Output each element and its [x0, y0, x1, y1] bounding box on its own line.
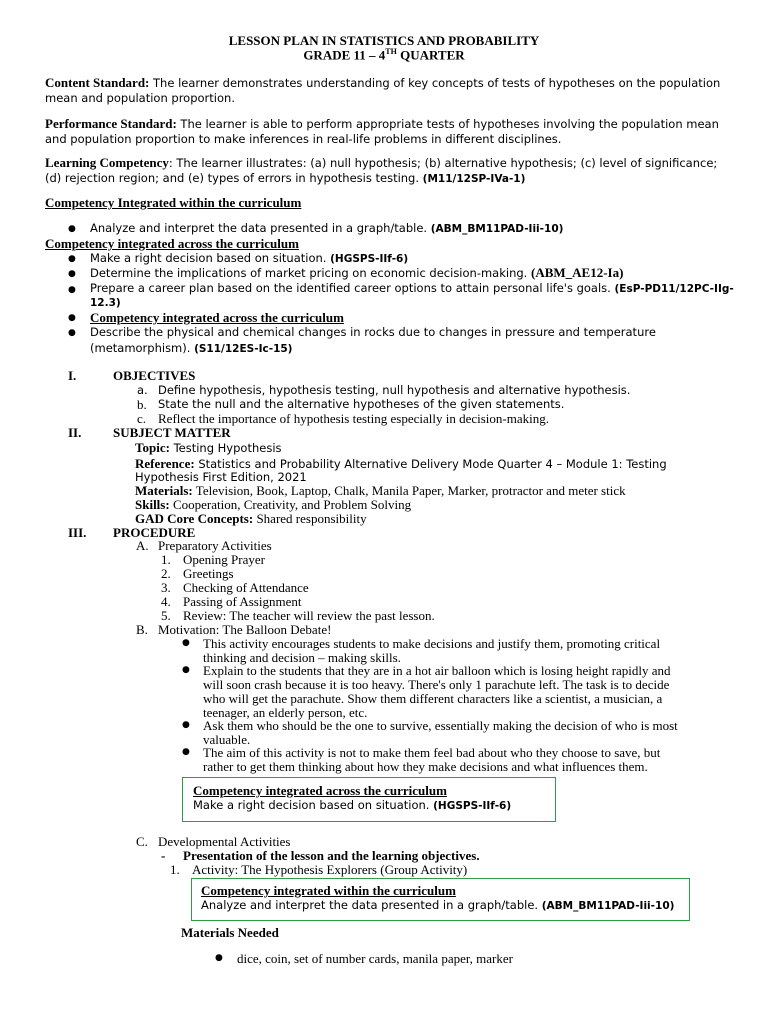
- objective-item: State the null and the alternative hypotheses of the given statements.: [158, 397, 565, 411]
- developmental-activities-label: Developmental Activities: [158, 834, 291, 849]
- list-number: 5.: [161, 608, 171, 623]
- topic-line: Topic: Testing Hypothesis: [135, 440, 282, 455]
- objective-letter: b.: [137, 397, 147, 412]
- motivation-label: Motivation: The Balloon Debate!: [158, 622, 332, 637]
- objective-letter: c.: [137, 411, 147, 426]
- preparatory-activities-label: Preparatory Activities: [158, 538, 272, 553]
- subject-matter-heading: SUBJECT MATTER: [113, 425, 231, 440]
- across-item-code-cont: 12.3): [90, 297, 121, 309]
- procedure-letter: A.: [136, 538, 149, 553]
- across-curriculum-heading: Competency integrated across the curriculum: [45, 236, 299, 251]
- competency-box-within: [191, 878, 690, 921]
- materials-line: Materials: Television, Book, Laptop, Chalk, Manila Paper, Marker, protractor and meter stick: [135, 483, 626, 498]
- motivation-bullet-cont: thinking and decision – making skills.: [203, 650, 401, 665]
- within-item: Analyze and interpret the data presented in a graph/table. (ABM_BM11PAD-Iii-10): [90, 221, 564, 235]
- document-title: LESSON PLAN IN STATISTICS AND PROBABILITY: [228, 33, 540, 48]
- across-item-heading: Competency integrated across the curriculum: [90, 310, 344, 325]
- section-numeral: I.: [68, 368, 77, 383]
- motivation-bullet: The aim of this activity is not to make them feel bad about who they choose to save, but: [203, 745, 661, 760]
- bullet-icon: ●: [182, 665, 190, 675]
- content-standard-label: Content Standard:: [45, 75, 150, 90]
- activity-line: Activity: The Hypothesis Explorers (Group Activity): [192, 862, 468, 877]
- motivation-bullet-cont: rather to get them thinking about how they make decisions and what influences them.: [203, 759, 648, 774]
- skills-line: Skills: Cooperation, Creativity, and Problem Solving: [135, 497, 412, 512]
- motivation-bullet-cont: teenager, an elderly person, etc.: [203, 705, 368, 720]
- objective-item: Define hypothesis, hypothesis testing, null hypothesis and alternative hypothesis.: [158, 383, 631, 397]
- bullet-icon: ●: [215, 953, 223, 963]
- motivation-bullet: Ask them who should be the one to survive, essentially making the decision of who is most: [203, 718, 678, 733]
- gad-line: GAD Core Concepts: Shared responsibility: [135, 511, 367, 526]
- motivation-bullet-cont: will soon crash because it is too heavy. There's only 1 parachute left. The task is to decide: [203, 677, 670, 692]
- presentation-line: Presentation of the lesson and the learning objectives.: [183, 848, 480, 863]
- objectives-heading: OBJECTIVES: [113, 368, 196, 383]
- motivation-bullet: Explain to the students that they are in a hot air balloon which is losing height rapidly and: [203, 663, 671, 678]
- list-number: 3.: [161, 580, 171, 595]
- across-item: Describe the physical and chemical changes in rocks due to changes in pressure and temperature: [90, 325, 656, 339]
- list-item: Review: The teacher will review the past lesson.: [183, 608, 435, 623]
- list-number: 1.: [161, 552, 171, 567]
- section-numeral: II.: [68, 425, 82, 440]
- learning-competency-label: Learning Competency: [45, 155, 169, 170]
- bullet-icon: ●: [182, 638, 190, 648]
- performance-standard-label: Performance Standard:: [45, 116, 177, 131]
- bullet-icon: ●: [68, 313, 76, 323]
- reference-line: Reference: Statistics and Probability Alternative Delivery Mode Quarter 4 – Module 1: Testing: [135, 456, 667, 471]
- procedure-heading: PROCEDURE: [113, 525, 196, 540]
- learning-competency: Learning Competency: The learner illustrates: (a) null hypothesis; (b) alternative hypothesis; (c) level of significance; (d) rejection region; and (e) types of errors in hypothesis testing. (M11/12SP-IVa-1): [45, 155, 718, 185]
- across-item: Make a right decision based on situation. (HGSPS-IIf-6): [90, 251, 409, 265]
- performance-standard: Performance Standard: The learner is able to perform appropriate tests of hypotheses involving the population mean and population proportion to make inferences in real-life problems in different disciplines.: [45, 116, 719, 146]
- list-item: Greetings: [183, 566, 234, 581]
- list-number: 1.: [170, 862, 180, 877]
- competency-box-text: Make a right decision based on situation. (HGSPS-IIf-6): [193, 798, 512, 812]
- materials-needed-item: dice, coin, set of number cards, manila paper, marker: [237, 951, 513, 966]
- reference-line-cont: Hypothesis First Edition, 2021: [135, 470, 307, 484]
- competency-box-text: Analyze and interpret the data presented in a graph/table. (ABM_BM11PAD-Iii-10): [201, 898, 675, 912]
- across-item: Prepare a career plan based on the identified career options to attain personal life's goals. (EsP-PD11/12PC-IIg-: [90, 281, 734, 295]
- motivation-bullet-cont: valuable.: [203, 732, 251, 747]
- list-item: Passing of Assignment: [183, 594, 302, 609]
- list-item: Opening Prayer: [183, 552, 265, 567]
- dash-marker: -: [161, 848, 166, 863]
- document-subtitle: GRADE 11 – 4TH QUARTER: [303, 47, 465, 63]
- within-curriculum-heading: Competency Integrated within the curriculum: [45, 195, 302, 210]
- competency-box-heading: Competency integrated across the curriculum: [193, 783, 447, 798]
- across-item-cont: (metamorphism). (S11/12ES-Ic-15): [90, 341, 293, 355]
- procedure-letter: C.: [136, 834, 148, 849]
- bullet-icon: ●: [68, 254, 76, 264]
- list-item: Checking of Attendance: [183, 580, 309, 595]
- materials-needed-heading: Materials Needed: [181, 925, 279, 940]
- bullet-icon: ●: [68, 328, 76, 338]
- list-number: 4.: [161, 594, 171, 609]
- bullet-icon: ●: [68, 224, 76, 234]
- content-standard: Content Standard: The learner demonstrates understanding of key concepts of tests of hypotheses on the population mean and population proportion.: [45, 75, 721, 105]
- across-item: Determine the implications of market pricing on economic decision-making. (ABM_AE12-Ia): [90, 265, 624, 280]
- bullet-icon: ●: [182, 747, 190, 757]
- motivation-bullet: This activity encourages students to make decisions and justify them, promoting critical: [203, 636, 661, 651]
- bullet-icon: ●: [182, 720, 190, 730]
- motivation-bullet-cont: who will get the parachute. Show them different characters like a scientist, a musician, a: [203, 691, 663, 706]
- bullet-icon: ●: [68, 269, 76, 279]
- bullet-icon: ●: [68, 285, 76, 295]
- competency-box-heading: Competency integrated within the curriculum: [201, 883, 456, 898]
- section-numeral: III.: [68, 525, 87, 540]
- competency-box-across: [182, 777, 556, 822]
- procedure-letter: B.: [136, 622, 148, 637]
- objective-item: Reflect the importance of hypothesis testing especially in decision-making.: [158, 411, 549, 426]
- list-number: 2.: [161, 566, 171, 581]
- objective-letter: a.: [137, 383, 148, 397]
